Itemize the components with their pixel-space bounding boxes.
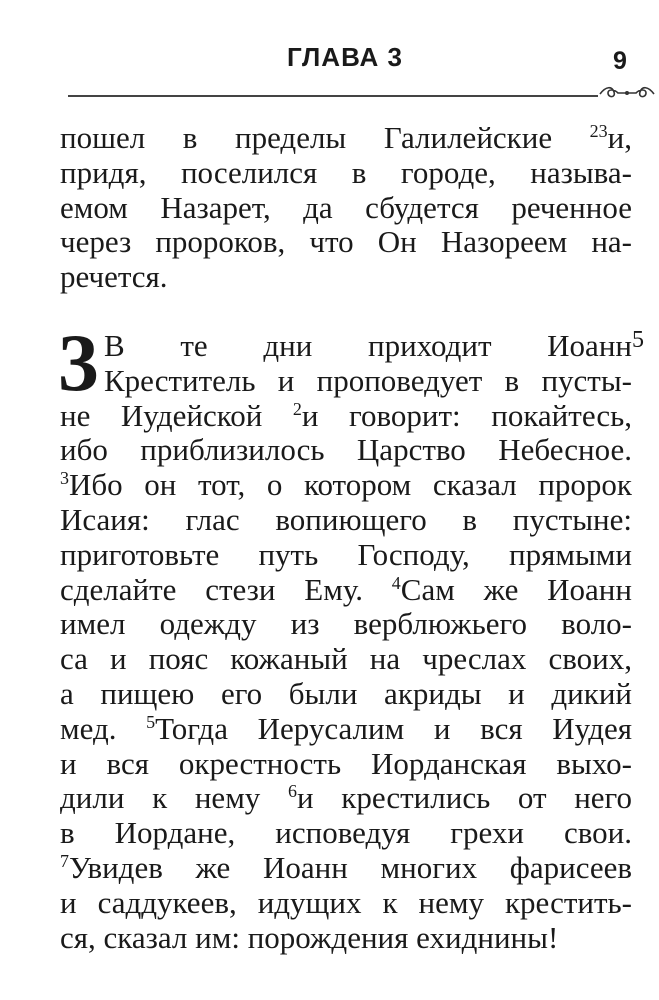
text-line: $^7$Увидев же Иоанн многих фарисеев bbox=[60, 849, 632, 885]
text-line: мед. $^5$Тогда Иерусалим и вся Иудея bbox=[60, 710, 632, 746]
text-line: и саддукеев, идущих к нему крестить- bbox=[60, 884, 632, 920]
text-line: ся, сказал им: порождения ехиднины! bbox=[60, 919, 559, 955]
text-line: речется. bbox=[60, 259, 168, 295]
text-line: В те дни приходит Иоанн bbox=[104, 328, 632, 363]
header-rule bbox=[68, 95, 598, 97]
text-line: не Иудейской $^2$и говорит: покайтесь, bbox=[60, 397, 632, 433]
chapter-title: ГЛАВА 3 bbox=[286, 42, 404, 72]
verse-number: 6 bbox=[288, 781, 297, 802]
text-line: в Иордане, исповедуя грехи свои. bbox=[60, 815, 632, 851]
margin-verse-number: 5 bbox=[632, 327, 644, 353]
verse-number: 7 bbox=[60, 850, 69, 871]
page-header bbox=[0, 0, 659, 100]
previous-paragraph bbox=[60, 121, 632, 295]
text-line: са и пояс кожаный на чреслах своих, bbox=[60, 641, 632, 677]
verse-number: 5 bbox=[146, 711, 156, 732]
chapter-3-text bbox=[60, 329, 632, 955]
text-line: Исаия: глас вопиющего в пустыне: bbox=[60, 501, 632, 537]
text-line: емом Назарет, да сбудется реченное bbox=[60, 189, 632, 225]
verse-number: 23 bbox=[589, 121, 608, 141]
text-line: $^3$Ибо он тот, о котором сказал пророк bbox=[60, 467, 632, 503]
verse-number: 3 bbox=[60, 468, 69, 489]
verse-number: 2 bbox=[292, 398, 302, 419]
text-line: а пищею его были акриды и дикий bbox=[60, 675, 632, 711]
text-line: дили к нему $^6$и крестились от него bbox=[60, 780, 633, 816]
page-number: 9 bbox=[613, 47, 627, 75]
text-line: имел одежду из верблюжьего воло- bbox=[60, 606, 632, 642]
text-line: пошел в пределы Галилейские $^{23}$и, bbox=[60, 120, 632, 155]
text-line: Креститель и проповедует в пусты- bbox=[104, 362, 632, 398]
text-line: и вся окрестность Иорданская выхо- bbox=[60, 745, 632, 781]
text-line: приготовьте путь Господу, прямыми bbox=[60, 536, 632, 572]
flourish-ornament-icon bbox=[598, 82, 656, 102]
text-line: ибо приблизилось Царство Небесное. bbox=[60, 432, 632, 468]
chapter-drop-cap: 3 bbox=[58, 317, 99, 408]
text-line: сделайте стези Ему. $^4$Сам же Иоанн bbox=[60, 571, 632, 607]
verse-number: 4 bbox=[391, 572, 401, 593]
text-line: через пророков, что Он Назореем на- bbox=[60, 224, 632, 260]
text-line: придя, поселился в городе, называ- bbox=[60, 154, 632, 190]
